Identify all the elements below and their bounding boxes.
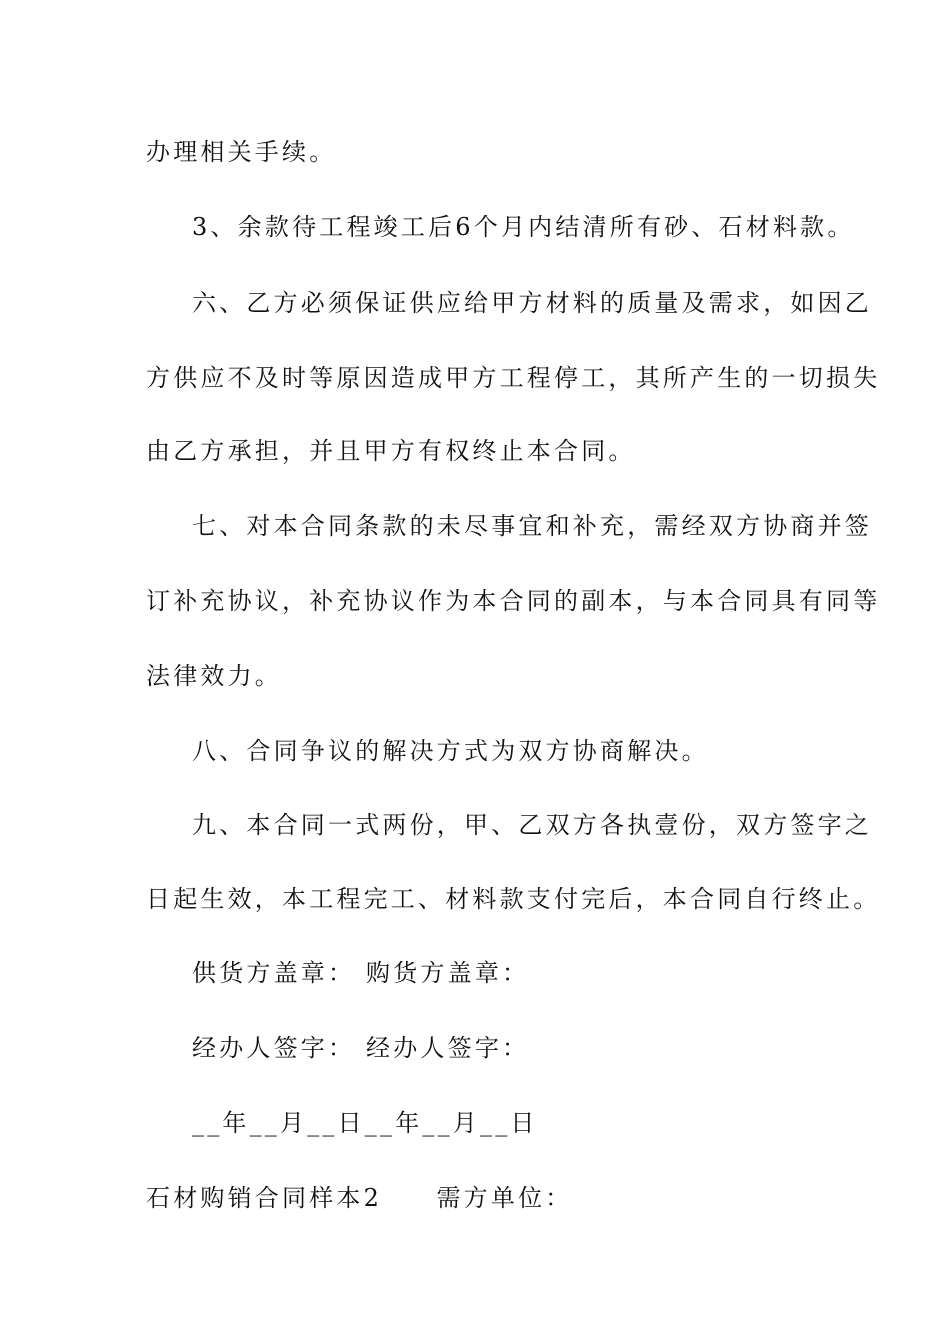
text-line: 日起生效，本工程完工、材料款支付完后，本合同自行终止。 <box>146 885 881 913</box>
section-heading: 石材购销合同样本2 需方单位： <box>146 1184 573 1212</box>
date-line: __年__月__日__年__月__日 <box>192 1109 538 1137</box>
text-line: 订补充协议，补充协议作为本合同的副本，与本合同具有同等 <box>146 587 881 615</box>
text-line: 九、本合同一式两份，甲、乙双方各执壹份，双方签字之 <box>192 811 872 839</box>
signature-line-signer: 经办人签字： 经办人签字： <box>192 1034 530 1062</box>
signature-line-seal: 供货方盖章： 购货方盖章： <box>192 959 530 987</box>
text-line: 六、乙方必须保证供应给甲方材料的质量及需求，如因乙 <box>192 289 872 317</box>
text-line: 法律效力。 <box>146 662 282 690</box>
text-line: 由乙方承担，并且甲方有权终止本合同。 <box>146 437 636 465</box>
text-line: 方供应不及时等原因造成甲方工程停工，其所产生的一切损失 <box>146 364 881 392</box>
text-line: 3、余款待工程竣工后6个月内结清所有砂、石材料款。 <box>192 213 855 241</box>
text-line: 七、对本合同条款的未尽事宜和补充，需经双方协商并签 <box>192 512 872 540</box>
text-line: 办理相关手续。 <box>146 138 337 166</box>
text-line: 八、合同争议的解决方式为双方协商解决。 <box>192 737 709 765</box>
